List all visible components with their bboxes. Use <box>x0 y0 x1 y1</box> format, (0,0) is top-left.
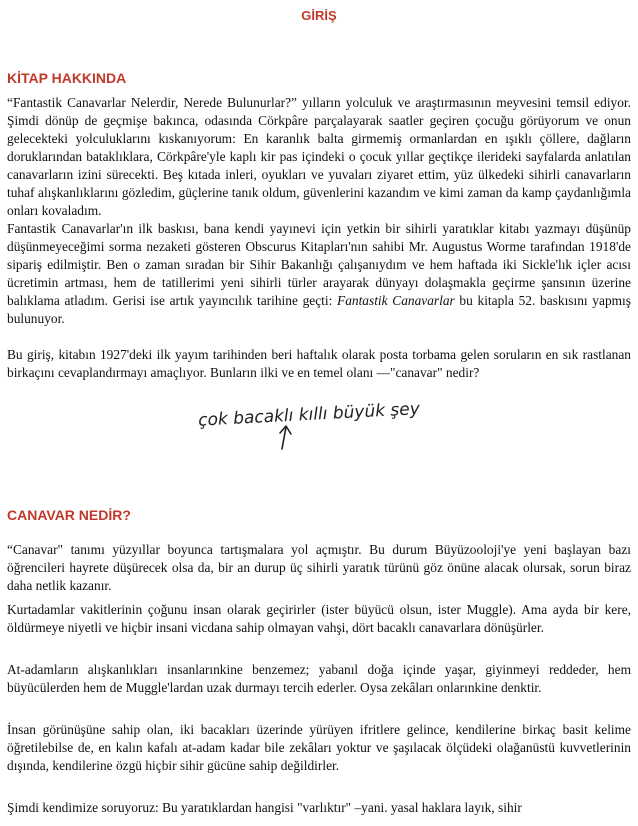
book-title-italic: Fantastik Canavarlar <box>337 293 455 308</box>
paragraph-about-book-3: Bu giriş, kitabın 1927'deki ilk yayım tarihinden beri haftalık olarak posta torbama gelen soruların en sık rastlanan birkaçını cevaplandırmayı amaçlıyor. Bunların ilki ve en temel olanı —"canavar" nedir? <box>7 347 631 380</box>
arrow-icon <box>280 426 291 449</box>
paragraph-beast-2: Kurtadamlar vakitlerinin çoğunu insan olarak geçirirler (ister büyücü olsun, ister Muggle). Ama ayda bir kere, öldürmeye niyetli ve hiçbir insani vicdana sahip olmayan vahşi, dört bacaklı canavarlara dönüşürler. <box>7 602 631 635</box>
section-heading-what-is-beast: CANAVAR NEDİR? <box>7 507 131 523</box>
section-heading-about-book: KİTAP HAKKINDA <box>7 70 127 86</box>
paragraph-beast-1: “Canavar" tanımı yüzyıllar boyunca tartışmalara yol açmıştır. Bu durum Büyüzooloji'ye yeni başlayan bazı öğrencileri hayrete düşürecek olsa da, bir an durup üç sihirli yaratık türünü göz önüne alacak olursak, sorun biraz daha netlik kazanır. <box>7 542 631 593</box>
paragraph-about-book-2-text-b: bu kitapla 52. baskısını yapmış bulunuyor. <box>7 293 631 326</box>
page-title: GİRİŞ <box>301 8 337 23</box>
paragraph-beast-5: Şimdi kendimize soruyoruz: Bu yaratıklardan hangisi "varlıktır" –yani. yasal haklara layık, sihir <box>7 800 522 815</box>
paragraph-about-book-1: “Fantastik Canavarlar Nelerdir, Nerede Bulunurlar?” yılların yolculuk ve araştırmasının meyvesini temsil ediyor. Şimdi dönüp de geçmişe bakınca, odasında Cörkpâre parçalayarak saatler geçiren çocuğu görüyorum ve onun gelecekteki yolculuklarını kıskanıyorum: En karanlık balta girmemiş ormanlardan en ışıklı çöllere, dağların doruklarından bataklıklara, Cörkpâre'yle kaplı kir pas içindeki o çocuk yıllar geçtikçe ilerideki sayfalarda anlatılan canavarların izini sürecekti. Beş kıtada inleri, oyukları ve yuvaları ziyaret ettim, yüz ülkedeki sihirli canavarların tuhaf alışkanlıklarını gözledim, güçlerine tanık oldum, güvenlerini kazandım ve kimi zaman da kamp çaydanlığımla onları kovaladım. <box>7 95 631 218</box>
handwritten-note-text: çok bacaklı kıllı büyük şey <box>197 399 421 431</box>
handwritten-note <box>196 393 456 453</box>
paragraph-beast-4: İnsan görünüşüne sahip olan, iki bacakları üzerinde yürüyen ifritlere gelince, kendilerine birkaç basit kelime öğretilebilse de, en kalın kafalı at-adam kadar bile zekâları yoktur ve şaşılacak ölçüdeki olağanüstü kuvvetlerinin dışında, kendilerine özgü hiçbir sihir gücüne sahip değildirler. <box>7 722 631 773</box>
paragraph-about-book-2-text-a: Fantastik Canavarlar'ın ilk baskısı, bana kendi yayınevi için yetkin bir sihirli yaratıklar kitabı yazmayı düşünüp düşünmeyeceğimi sorma nezaketi gösteren Obscurus Kitapları'nın sahibi Mr. Augustus Worme tarafından 1918'de sipariş edilmiştir. Ben o zaman sıradan bir Sihir Bakanlığı çalışanıydım ve hem haftada iki Sickle'lık içler acısı ücretimin artması, hem de tatillerimi yeni sihirli türler arayarak dünyayı dolaşmakla geçirme şansının üzerine balıklama atladım. Gerisi ise artık yayıncılık tarihine geçti: <box>7 221 631 308</box>
paragraph-beast-3: At-adamların alışkanlıkları insanlarınkine benzemez; yabanıl doğa içinde yaşar, giyinmeyi reddeder, hem büyücülerden hem de Muggle'lardan uzak durmayı tercih ederler. Oysa zekâları onlarınkine denktir. <box>7 662 631 695</box>
paragraph-about-book-2 <box>7 220 631 328</box>
